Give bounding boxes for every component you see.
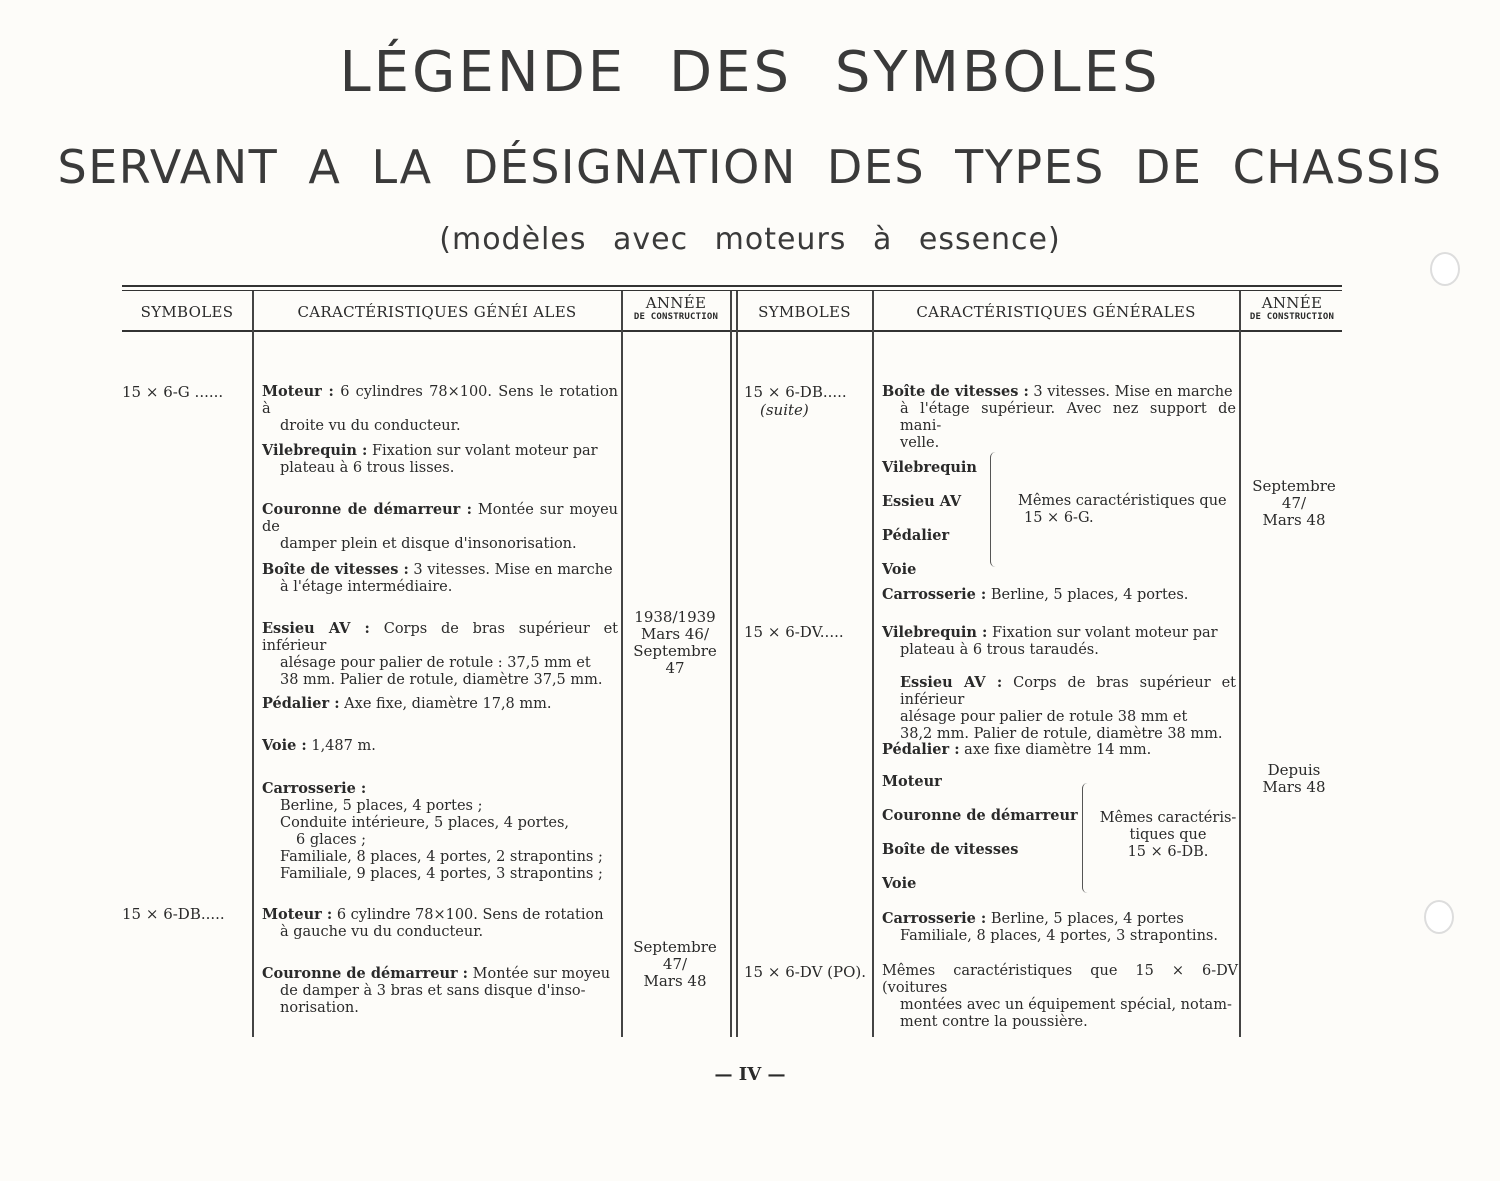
- entry-label: Moteur :: [262, 383, 334, 400]
- col-header-annee-sub: DE CONSTRUCTION: [633, 312, 719, 322]
- page-subtitle: SERVANT A LA DÉSIGNATION DES TYPES DE CHASSIS: [57, 140, 1443, 194]
- symbol-15x6db: 15 × 6-DB.....: [122, 905, 225, 923]
- entry-label: Essieu AV :: [900, 674, 1003, 691]
- punch-hole: [1430, 252, 1460, 286]
- col-header-caracteristiques: CARACTÉRISTIQUES GÉNÉRALES: [916, 303, 1196, 321]
- column-divider: [872, 291, 874, 1037]
- brace: [1082, 783, 1093, 893]
- entry-label: Vilebrequin :: [882, 624, 988, 641]
- entry-voie: Voie : 1,487 m.: [262, 737, 376, 754]
- group-text: Mêmes caractéris- tiques que 15 × 6-DB.: [1099, 810, 1237, 860]
- entry-pedalier-dv: Pédalier : axe fixe diamètre 14 mm.: [882, 741, 1152, 758]
- entry-label: Voie :: [262, 737, 307, 754]
- col-header-symboles: SYMBOLES: [758, 303, 851, 321]
- entry-label: Couronne de démarreur :: [262, 965, 469, 982]
- column-divider: [1239, 291, 1241, 1037]
- entry-dv-po: Mêmes caractéristiques que 15 × 6-DV (voitures montées avec un équipement spécial, notam- ment contre la poussière.: [882, 963, 1238, 1030]
- year-range: Septembre 47/ Mars 48: [633, 938, 717, 990]
- entry-label: Carrosserie :: [262, 780, 367, 797]
- page-title: LÉGENDE DES SYMBOLES: [339, 40, 1161, 105]
- year-range: 1938/1939 Mars 46/ Septembre 47: [633, 608, 717, 677]
- symbol-15x6db-suite: 15 × 6-DB..... (suite): [744, 383, 847, 419]
- entry-label: Couronne de démarreur :: [262, 501, 472, 518]
- entry-essieu-dv: Essieu AV : Corps de bras supérieur et inférieur alésage pour palier de rotule 38 mm et 38,2 mm. Palier de rotule, diamètre 38 mm.: [900, 674, 1236, 742]
- entry-label: Essieu AV :: [262, 620, 370, 637]
- entry-label: Boîte de vitesses :: [882, 383, 1029, 400]
- col-header-annee-sub: DE CONSTRUCTION: [1249, 312, 1335, 322]
- entry-essieu: Essieu AV : Corps de bras supérieur et inférieur alésage pour palier de rotule : 37,5 mm et 38 mm. Palier de rotule, diamètre 37,5 mm.: [262, 620, 618, 688]
- year-range: Depuis Mars 48: [1262, 761, 1326, 796]
- col-header-annee: [1240, 296, 1344, 324]
- entry-label: Pédalier :: [262, 695, 340, 712]
- group-label: Moteur Couronne de démarreur Boîte de vitesses Voie: [882, 773, 1078, 892]
- entry-label: Boîte de vitesses :: [262, 561, 409, 578]
- symbol-15x6dv-po: 15 × 6-DV (PO).: [744, 963, 867, 981]
- col-header-symboles: SYMBOLES: [140, 303, 234, 321]
- year-range: Septembre 47/ Mars 48: [1252, 477, 1336, 529]
- symbol-15x6dv: 15 × 6-DV.....: [744, 623, 844, 641]
- entry-label: Moteur :: [262, 906, 333, 923]
- entry-vilebrequin: Vilebrequin : Fixation sur volant moteur par plateau à 6 trous lisses.: [262, 442, 598, 476]
- group-label: Vilebrequin Essieu AV Pédalier Voie: [882, 459, 977, 578]
- entry-carrosserie-db: Carrosserie : Berline, 5 places, 4 portes.: [882, 586, 1189, 603]
- group-text: Mêmes caractéristiques que 15 × 6-G.: [1018, 493, 1227, 526]
- entry-label: Carrosserie :: [882, 910, 987, 927]
- symbol-15x6g: 15 × 6-G ......: [122, 383, 224, 401]
- entry-couronne: Couronne de démarreur : Montée sur moyeu de damper plein et disque d'insonorisation.: [262, 501, 618, 552]
- brace: [990, 452, 1001, 567]
- entry-label: Carrosserie :: [882, 586, 987, 603]
- entry-boite-db: Boîte de vitesses : 3 vitesses. Mise en marche à l'étage supérieur. Avec nez support de mani- velle.: [882, 383, 1236, 451]
- punch-hole: [1424, 900, 1454, 934]
- entry-moteur-db: Moteur : 6 cylindre 78×100. Sens de rotation à gauche vu du conducteur.: [262, 906, 604, 940]
- col-header-annee-label: ANNÉE: [1261, 294, 1323, 312]
- entry-carrosserie-dv: Carrosserie : Berline, 5 places, 4 portes Familiale, 8 places, 4 portes, 3 strapontins.: [882, 910, 1218, 944]
- page-number: — IV —: [714, 1064, 786, 1085]
- entry-couronne-db: Couronne de démarreur : Montée sur moyeu de damper à 3 bras et sans disque d'inso- norisation.: [262, 965, 611, 1016]
- entry-vilebrequin-dv: Vilebrequin : Fixation sur volant moteur par plateau à 6 trous taraudés.: [882, 624, 1218, 658]
- table-top-rule-thin: [122, 290, 1342, 291]
- col-header-annee: [622, 296, 730, 324]
- column-divider: [252, 291, 254, 1037]
- column-divider: [730, 291, 732, 1037]
- entry-boite: Boîte de vitesses : 3 vitesses. Mise en marche à l'étage intermédiaire.: [262, 561, 613, 595]
- entry-carrosserie: Carrosserie : Berline, 5 places, 4 portes ; Conduite intérieure, 5 places, 4 portes, 6 glaces ; Familiale, 8 places, 4 portes, 2 strapontins ; Familiale, 9 places, 4 portes, 3 strapontins ;: [262, 780, 603, 882]
- header-bottom-rule: [122, 330, 1342, 332]
- entry-label: Pédalier :: [882, 741, 960, 758]
- page-note: (modèles avec moteurs à essence): [439, 222, 1061, 257]
- column-divider: [736, 291, 738, 1037]
- table-top-rule: [122, 285, 1342, 287]
- entry-pedalier: Pédalier : Axe fixe, diamètre 17,8 mm.: [262, 695, 552, 712]
- entry-moteur: Moteur : 6 cylindres 78×100. Sens le rotation à droite vu du conducteur.: [262, 383, 619, 434]
- col-header-annee-label: ANNÉE: [645, 294, 707, 312]
- entry-label: Vilebrequin :: [262, 442, 368, 459]
- col-header-caracteristiques: CARACTÉRISTIQUES GÉNÉI ALES: [297, 303, 577, 321]
